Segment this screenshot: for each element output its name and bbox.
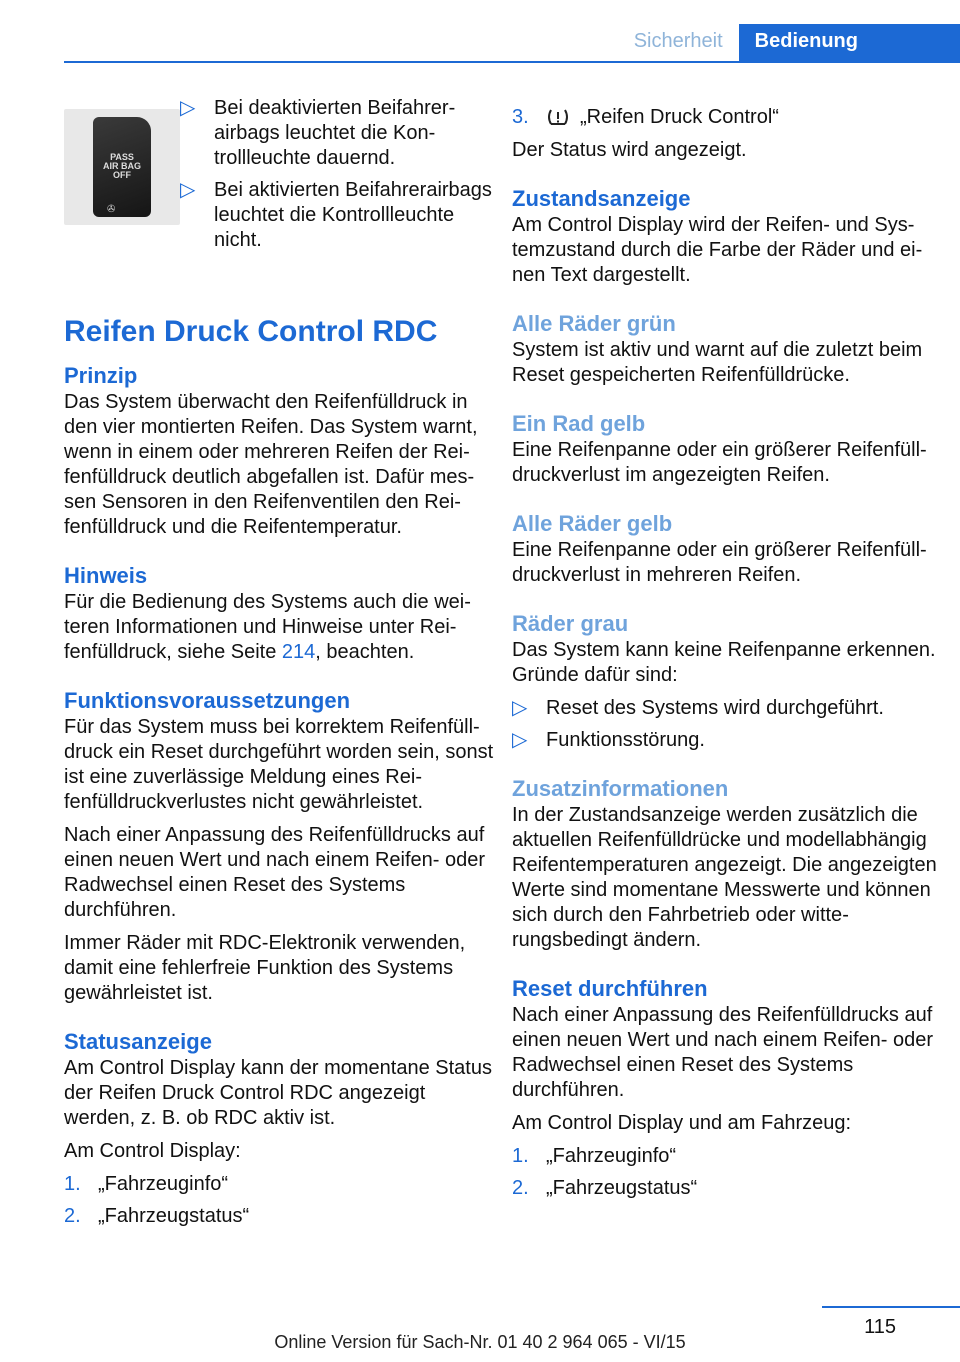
tire-pressure-warning-icon	[546, 108, 570, 126]
list-item	[512, 1176, 942, 1201]
passenger-seat-icon: ✇	[107, 204, 116, 215]
step-number: 2.	[64, 1205, 81, 1227]
airbag-label-line: AIR BAG	[103, 161, 141, 171]
list-item	[180, 178, 494, 253]
tab-sicherheit[interactable]: Sicherheit	[633, 30, 723, 52]
paragraph-prinzip: Das System überwacht den Reifenfülldruck in den vier montierten Reifen. Das System warnt, wenn in einem oder mehreren Reifen der Reifenfülldruck deutlich abgefallen ist. Dafür messen Sensoren in den Reifenventilen den Reifenfülldruck und die Reifentemperatur.	[64, 391, 478, 538]
heading-reset: Reset durchführen	[512, 976, 708, 1001]
section-title: Reifen Druck Control RDC	[64, 315, 438, 348]
paragraph-status-2: Am Control Display:	[64, 1140, 241, 1162]
footer-text: Online Version für Sach-Nr. 01 40 2 964 065 - VI/15	[274, 1332, 686, 1352]
list-item	[512, 105, 942, 130]
reset-steps	[512, 1144, 942, 1201]
paragraph-status-shown: Der Status wird angezeigt.	[512, 139, 747, 161]
paragraph-gruen: System ist aktiv und warnt auf die zuletzt beim Reset gespeicherten Reifenfülldrücke.	[512, 339, 923, 386]
header-rule	[64, 61, 960, 63]
list-item-text: „Fahrzeuginfo“	[98, 1173, 229, 1195]
heading-raeder-grau: Räder grau	[512, 611, 629, 636]
paragraph-reset-1: Nach einer Anpassung des Reifenfülldrucks auf einen neuen Wert und nach einem Reifen- oder Radwechsel einen Reset des Systems durchführen.	[512, 1004, 934, 1101]
page-number: 115	[864, 1316, 896, 1338]
heading-prinzip: Prinzip	[64, 363, 138, 388]
heading-alle-raeder-gelb: Alle Räder gelb	[512, 511, 673, 536]
right-column	[512, 96, 942, 1209]
triangle-bullet-icon: ▷	[180, 97, 196, 119]
airbag-switch	[93, 117, 151, 217]
header-tabs	[618, 24, 960, 62]
step-number: 1.	[512, 1145, 529, 1167]
heading-zusatzinformationen: Zusatzinformationen	[512, 776, 729, 801]
step-number: 3.	[512, 106, 529, 128]
left-column	[64, 96, 494, 1237]
hinweis-text-end: , beachten.	[315, 641, 415, 663]
hinweis-text: Für die Bedienung des Systems auch die weiteren Informationen und Hinweise unter Reifenfülldruck, siehe Seite	[64, 591, 471, 663]
page-reference-link[interactable]: 214	[281, 641, 316, 663]
step-number: 1.	[64, 1173, 81, 1195]
paragraph-hinweis	[64, 590, 494, 665]
list-item-text: Funktionsstörung.	[546, 729, 705, 751]
list-item-text: „Fahrzeuginfo“	[546, 1145, 677, 1167]
airbag-label	[93, 153, 151, 180]
paragraph-zusatz: In der Zustandsanzeige werden zusätzlich die aktuellen Reifenfülldrücke und modellabhängig Reifentemperaturen angezeigt. Die angezeigten Werte sind momentane Messwerte und können sich durch den Fahrbetrieb oder witterungsbedingt ändern.	[512, 804, 937, 951]
paragraph-reset-2: Am Control Display und am Fahrzeug:	[512, 1112, 852, 1134]
paragraph-funktion-3: Immer Räder mit RDC-Elektronik verwenden, damit eine fehlerfreie Funktion des Systems gewährleistet ist.	[64, 932, 466, 1004]
step-number: 2.	[512, 1177, 529, 1199]
list-item-text: „Fahrzeugstatus“	[546, 1177, 698, 1199]
status-steps-continued	[512, 96, 942, 130]
airbag-bullet-list	[180, 96, 494, 260]
list-item	[64, 1204, 494, 1229]
paragraph-funktion-2: Nach einer Anpassung des Reifenfülldrucks auf einen neuen Wert und nach einem Reifen- oder Radwechsel einen Reset des Systems durchführen.	[64, 824, 486, 921]
paragraph-alle-gelb: Eine Reifenpanne oder ein größerer Reifenfülldruckverlust in mehreren Reifen.	[512, 539, 927, 586]
list-item-text: „Fahrzeugstatus“	[98, 1205, 250, 1227]
paragraph-ein-gelb: Eine Reifenpanne oder ein größerer Reifenfülldruckverlust im angezeigten Reifen.	[512, 439, 927, 486]
paragraph-zustand: Am Control Display wird der Reifen- und Systemzustand durch die Farbe der Räder und einen Text dargestellt.	[512, 214, 923, 286]
grau-bullet-list	[512, 696, 942, 753]
list-item	[512, 696, 942, 721]
airbag-label-line: PASS	[110, 152, 134, 162]
list-item-text: Bei deaktivierten Beifahrerairbags leuchtet die Kontrollleuchte dauernd.	[214, 97, 456, 169]
paragraph-status-1: Am Control Display kann der momentane Status der Reifen Druck Control RDC angezeigt werden, z. B. ob RDC aktiv ist.	[64, 1057, 492, 1129]
list-item	[512, 728, 942, 753]
paragraph-funktion-1: Für das System muss bei korrektem Reifenfülldruck ein Reset durchgeführt worden sein, sonst ist eine zuverlässige Meldung eines Reifenfülldruckverlustes nicht gewährleistet.	[64, 716, 494, 813]
airbag-off-indicator-image	[64, 109, 180, 225]
list-item-text: „Reifen Druck Control“	[580, 106, 779, 128]
list-item-text: Reset des Systems wird durchgeführt.	[546, 697, 884, 719]
list-item	[180, 96, 494, 171]
heading-funktionsvoraussetzungen: Funktionsvoraussetzungen	[64, 688, 351, 713]
heading-zustandsanzeige: Zustandsanzeige	[512, 186, 691, 211]
list-item	[512, 1144, 942, 1169]
triangle-bullet-icon: ▷	[512, 729, 528, 751]
airbag-section	[64, 96, 494, 268]
paragraph-grau: Das System kann keine Reifenpanne erkennen. Gründe dafür sind:	[512, 639, 936, 686]
heading-ein-rad-gelb: Ein Rad gelb	[512, 411, 646, 436]
triangle-bullet-icon: ▷	[180, 179, 196, 201]
list-item	[64, 1172, 494, 1197]
tab-bedienung[interactable]: Bedienung	[739, 24, 960, 62]
footer-rule	[822, 1306, 960, 1308]
status-steps	[64, 1172, 494, 1229]
triangle-bullet-icon: ▷	[512, 697, 528, 719]
heading-alle-raeder-gruen: Alle Räder grün	[512, 311, 676, 336]
heading-statusanzeige: Statusanzeige	[64, 1029, 212, 1054]
heading-hinweis: Hinweis	[64, 563, 148, 588]
list-item-text: Bei aktivierten Beifahrerairbags leuchtet die Kontrollleuchte nicht.	[214, 179, 492, 251]
airbag-label-line: OFF	[113, 170, 131, 180]
